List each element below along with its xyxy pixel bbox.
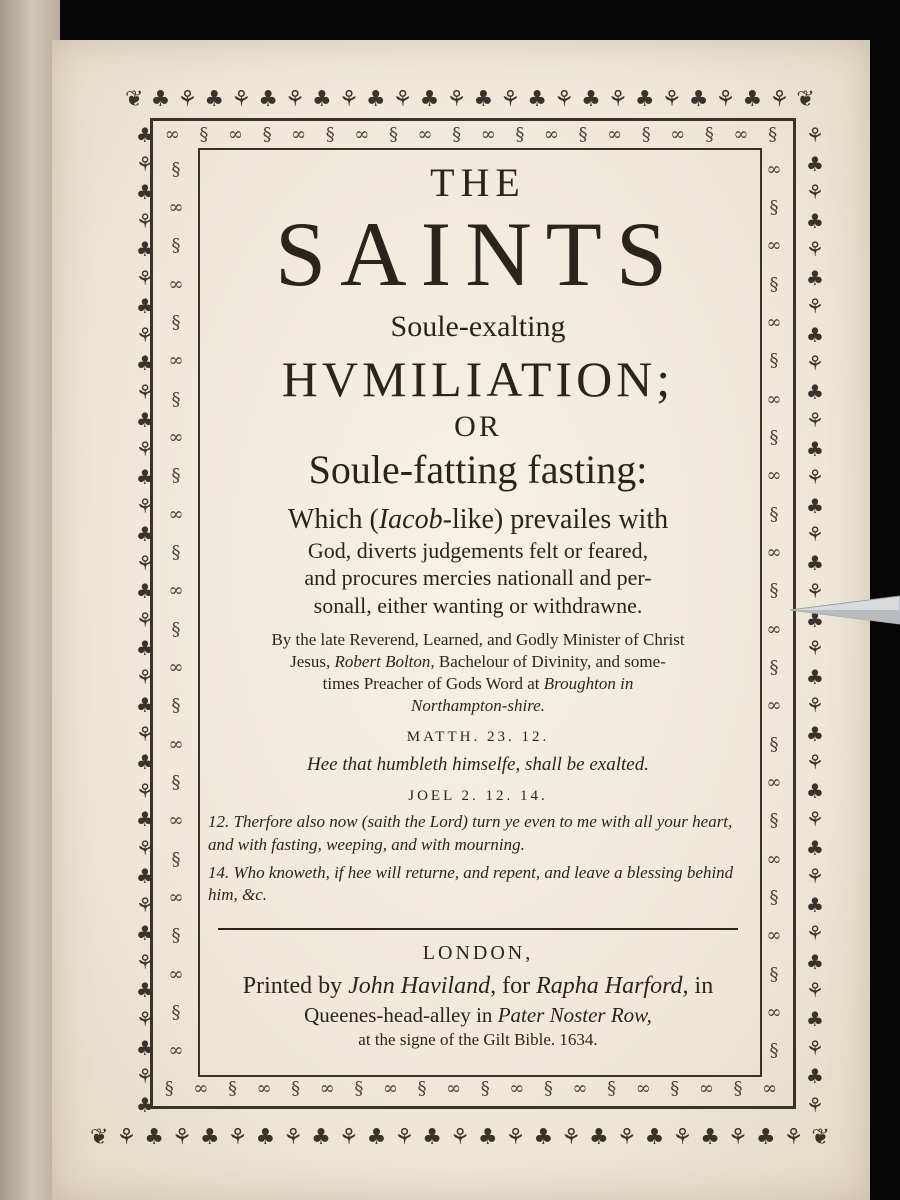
imprint-printer-line: Printed by John Haviland, for Rapha Harford, in [242, 972, 714, 999]
title-humiliation: HVMILIATION; [281, 351, 675, 407]
top-scroll-band: ∞ § ∞ § ∞ § ∞ § ∞ § ∞ § ∞ § ∞ § ∞ § ∞ § [164, 123, 778, 145]
bottom-floral-border: ❦ ⚘ ♣ ⚘ ♣ ⚘ ♣ ⚘ ♣ ⚘ ♣ ⚘ ♣ ⚘ ♣ ⚘ ♣ ⚘ ♣ ⚘ ♣ ⚘ ♣ ⚘ ♣ ⚘ ❦ [90, 1125, 830, 1150]
page-marker-pointer [790, 590, 900, 630]
which-line: Which (Iacob-like) prevailes with [287, 504, 669, 535]
title-soule-fatting-fasting: Soule-fatting fasting: [308, 447, 648, 492]
imprint-sign-date-line: at the signe of the Gilt Bible. 1634. [358, 1030, 598, 1050]
bottom-scroll-band: § ∞ § ∞ § ∞ § ∞ § ∞ § ∞ § ∞ § ∞ § ∞ § ∞ [164, 1077, 778, 1099]
scripture-ref-joel: JOEL 2. 12. 14. [408, 788, 548, 805]
book-binding-edge [0, 0, 60, 1200]
description-line-3: sonall, either wanting or withdrawne. [313, 592, 643, 618]
right-scroll-band: ∞ § ∞ § ∞ § ∞ § ∞ § ∞ § ∞ § ∞ § ∞ § ∞ § ∞ § ∞ § [766, 158, 782, 1062]
title-text-block [200, 155, 756, 1051]
top-floral-border: ❦ ♣ ⚘ ♣ ⚘ ♣ ⚘ ♣ ⚘ ♣ ⚘ ♣ ⚘ ♣ ⚘ ♣ ⚘ ♣ ⚘ ♣ ⚘ ♣ ⚘ ♣ ⚘ ❦ [125, 87, 815, 112]
scripture-quote-matthew: Hee that humbleth himselfe, shall be exalted. [307, 754, 649, 776]
scripture-ref-matthew: MATTH. 23. 12. [406, 729, 550, 746]
scripture-joel-verse-12: 12. Therfore also now (saith the Lord) turn ye even to me with all your heart, and with fasting, weeping, and with mourning. [208, 812, 733, 854]
left-floral-border: ♣ ⚘ ♣ ⚘ ♣ ⚘ ♣ ⚘ ♣ ⚘ ♣ ⚘ ♣ ⚘ ♣ ⚘ ♣ ⚘ ♣ ⚘ ♣ ⚘ ♣ ⚘ ♣ ⚘ ♣ ⚘ ♣ ⚘ ♣ ⚘ ♣ ⚘ ♣ [136, 125, 154, 1115]
author-statement: By the late Reverend, Learned, and Godly Minister of Christ Jesus, Robert Bolton, Bachelour of Divinity, and some- times Preacher of Gods Word at Broughton in Northampton-shire. [271, 630, 685, 716]
description-line-1: God, diverts judgements felt or feared, [307, 537, 649, 563]
subtitle-soule-exalting: Soule-exalting [390, 310, 566, 343]
title-the: THE [430, 160, 526, 205]
imprint-address-line: Queenes-head-alley in Pater Noster Row, [304, 1003, 652, 1028]
left-scroll-band: § ∞ § ∞ § ∞ § ∞ § ∞ § ∞ § ∞ § ∞ § ∞ § ∞ § ∞ § ∞ [168, 158, 184, 1062]
imprint-city: LONDON, [422, 941, 534, 964]
right-floral-border: ⚘ ♣ ⚘ ♣ ⚘ ♣ ⚘ ♣ ⚘ ♣ ⚘ ♣ ⚘ ♣ ⚘ ♣ ⚘ ♣ ⚘ ♣ ⚘ ♣ ⚘ ♣ ⚘ ♣ ⚘ ♣ ⚘ ♣ ⚘ ♣ ⚘ ♣ ⚘ [806, 125, 824, 1115]
title-or: OR [454, 410, 502, 443]
description-line-2: and procures mercies nationall and per- [304, 565, 652, 591]
imprint-divider-rule [218, 928, 738, 930]
scripture-joel-verse-14: 14. Who knoweth, if hee will returne, and repent, and leave a blessing behind him, &c. [208, 862, 734, 904]
title-saints: SAINTS [274, 203, 682, 305]
